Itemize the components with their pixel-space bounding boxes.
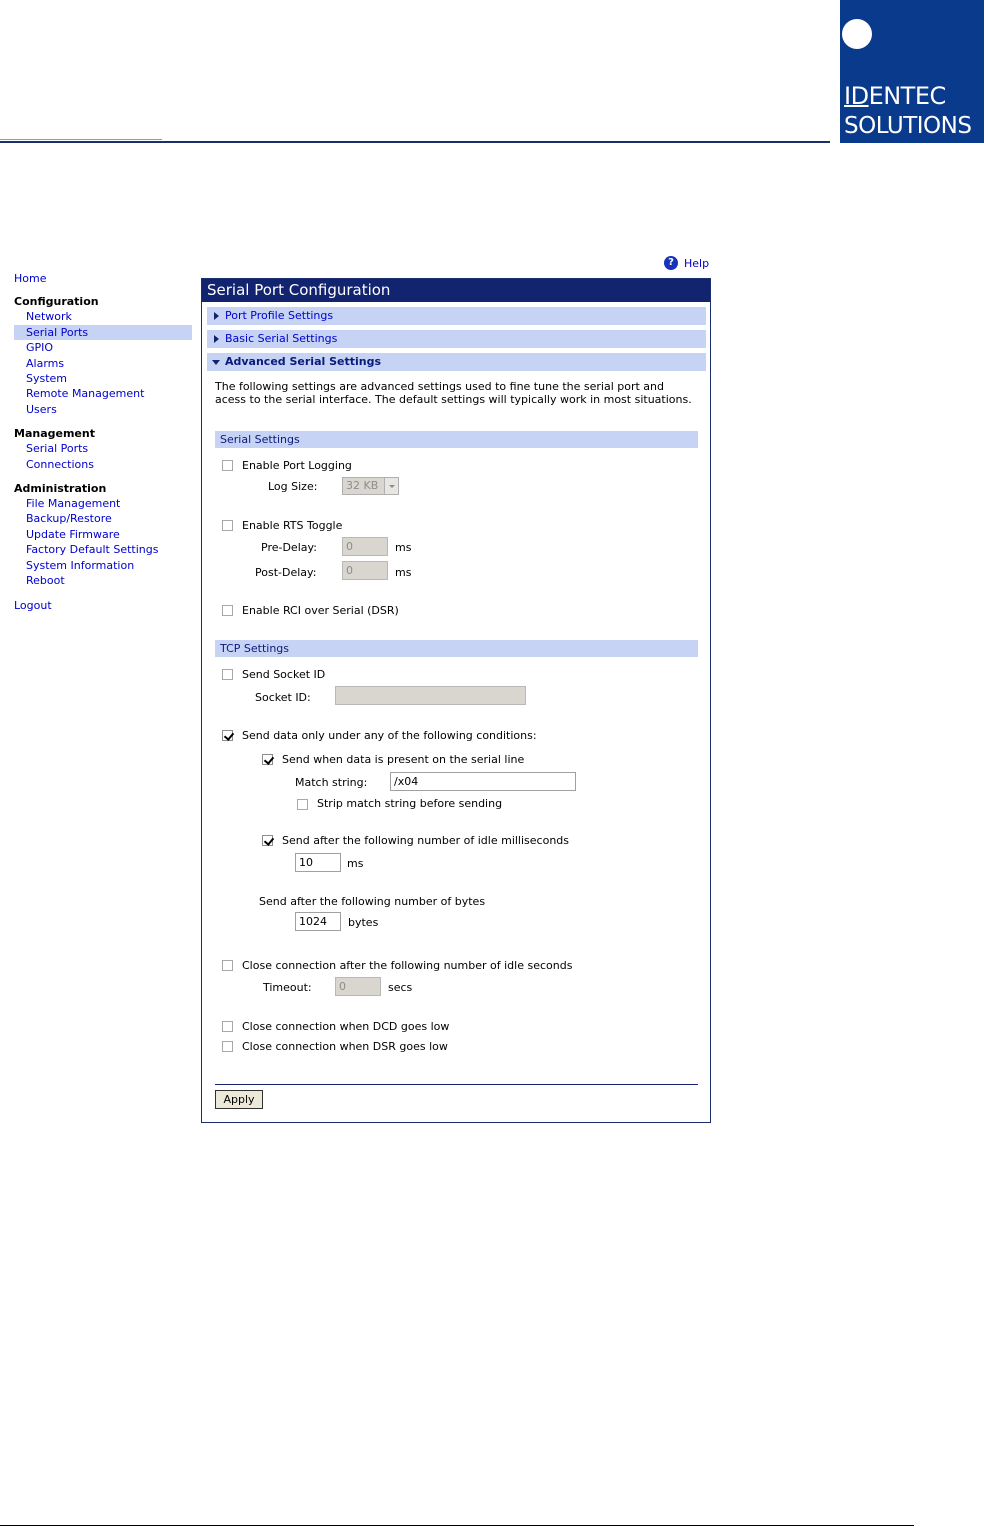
nav-item-network[interactable]: Network xyxy=(26,310,72,324)
logo-dot-icon xyxy=(842,19,872,49)
logo-line2: SOLUTIONS xyxy=(844,113,972,139)
nav-item-serial-ports[interactable]: Serial Ports xyxy=(14,325,192,340)
close-idle-label: Close connection after the following number of idle seconds xyxy=(242,959,573,972)
expand-arrow-icon xyxy=(214,335,219,343)
help-label: Help xyxy=(684,256,710,270)
timeout-unit: secs xyxy=(388,981,413,994)
send-after-idle-checkbox[interactable] xyxy=(262,835,273,846)
idle-ms-input[interactable]: 10 xyxy=(295,853,341,872)
pre-delay-unit: ms xyxy=(395,541,412,554)
close-idle-checkbox[interactable] xyxy=(222,960,233,971)
nav-item-gpio[interactable]: GPIO xyxy=(26,341,54,355)
section-label: Port Profile Settings xyxy=(225,309,334,322)
timeout-label: Timeout: xyxy=(263,981,312,994)
identec-logo xyxy=(840,0,984,143)
send-after-bytes-label: Send after the following number of bytes xyxy=(259,895,486,908)
logo-line1: IDENTEC xyxy=(844,82,946,110)
nav-item-users[interactable]: Users xyxy=(26,402,57,416)
bytes-unit: bytes xyxy=(348,916,379,929)
strip-match-checkbox[interactable] xyxy=(297,799,308,810)
section-label: Advanced Serial Settings xyxy=(225,355,382,368)
nav-item-file-management[interactable]: File Management xyxy=(26,497,121,511)
nav-item-factory-default[interactable]: Factory Default Settings xyxy=(26,543,159,557)
send-after-idle-label: Send after the following number of idle milliseconds xyxy=(282,834,570,847)
nav-item-alarms[interactable]: Alarms xyxy=(26,356,65,370)
expand-arrow-icon xyxy=(214,312,219,320)
enable-rts-toggle-checkbox[interactable] xyxy=(222,520,233,531)
close-dsr-checkbox[interactable] xyxy=(222,1041,233,1052)
enable-rts-toggle-label: Enable RTS Toggle xyxy=(242,519,343,532)
nav-item-system[interactable]: System xyxy=(26,372,68,386)
help-icon: ? xyxy=(664,256,678,270)
section-label: Basic Serial Settings xyxy=(225,332,338,345)
tcp-settings-header: TCP Settings xyxy=(215,640,698,657)
section-advanced-serial[interactable] xyxy=(207,353,706,371)
match-string-input[interactable]: /x04 xyxy=(390,772,576,791)
enable-rci-label: Enable RCI over Serial (DSR) xyxy=(242,604,399,617)
send-socket-id-checkbox[interactable] xyxy=(222,669,233,680)
close-dsr-label: Close connection when DSR goes low xyxy=(242,1040,448,1053)
section-basic-serial[interactable] xyxy=(207,330,706,348)
post-delay-unit: ms xyxy=(395,566,412,579)
close-dcd-label: Close connection when DCD goes low xyxy=(242,1020,450,1033)
chevron-down-icon xyxy=(384,478,398,494)
send-when-present-label: Send when data is present on the serial line xyxy=(282,753,525,766)
nav-item-mgmt-serial-ports[interactable]: Serial Ports xyxy=(26,442,89,456)
match-string-label: Match string: xyxy=(295,776,368,789)
timeout-input[interactable]: 0 xyxy=(335,977,381,996)
close-dcd-checkbox[interactable] xyxy=(222,1021,233,1032)
enable-port-logging-checkbox[interactable] xyxy=(222,460,233,471)
panel-title: Serial Port Configuration xyxy=(202,279,710,302)
send-data-conditions-checkbox[interactable] xyxy=(222,730,233,741)
send-when-present-checkbox[interactable] xyxy=(262,754,273,765)
log-size-select[interactable] xyxy=(342,477,399,495)
section-port-profile[interactable] xyxy=(207,307,706,325)
help-link[interactable] xyxy=(664,256,709,270)
nav-logout[interactable]: Logout xyxy=(14,598,52,612)
post-delay-label: Post-Delay: xyxy=(255,566,317,579)
nav-item-connections[interactable]: Connections xyxy=(26,457,94,471)
nav-section-configuration: Configuration xyxy=(14,295,99,309)
nav-item-remote-management[interactable]: Remote Management xyxy=(26,387,145,401)
nav-section-administration: Administration xyxy=(14,482,107,496)
apply-button[interactable]: Apply xyxy=(215,1090,263,1109)
nav-item-update-firmware[interactable]: Update Firmware xyxy=(26,527,120,541)
post-delay-input[interactable]: 0 xyxy=(342,561,388,580)
footer-divider xyxy=(0,1525,914,1526)
nav-item-system-information[interactable]: System Information xyxy=(26,558,135,572)
socket-id-input[interactable] xyxy=(335,686,526,705)
log-size-label: Log Size: xyxy=(268,480,318,493)
pre-delay-input[interactable]: 0 xyxy=(342,537,388,556)
enable-rci-checkbox[interactable] xyxy=(222,605,233,616)
enable-port-logging-label: Enable Port Logging xyxy=(242,459,352,472)
send-data-conditions-label: Send data only under any of the following conditions: xyxy=(242,729,537,742)
nav-item-reboot[interactable]: Reboot xyxy=(26,574,65,588)
header-divider xyxy=(0,141,830,143)
log-size-value: 32 KB xyxy=(346,479,379,492)
socket-id-label: Socket ID: xyxy=(255,691,311,704)
bytes-input[interactable]: 1024 xyxy=(295,912,341,931)
apply-divider xyxy=(215,1084,698,1085)
pre-delay-label: Pre-Delay: xyxy=(261,541,317,554)
send-socket-id-label: Send Socket ID xyxy=(242,668,326,681)
idle-ms-unit: ms xyxy=(347,857,364,870)
nav-section-management: Management xyxy=(14,427,95,441)
strip-match-label: Strip match string before sending xyxy=(317,797,503,810)
nav-item-backup-restore[interactable]: Backup/Restore xyxy=(26,512,112,526)
nav-home[interactable]: Home xyxy=(14,272,47,285)
intro-text: The following settings are advanced settings used to fine tune the serial port and acess to the serial interface. The default settings will typically work in most situations. xyxy=(215,380,692,406)
collapse-arrow-icon xyxy=(212,360,220,365)
serial-port-config-panel xyxy=(201,278,711,1123)
sidebar-nav xyxy=(14,271,194,613)
header-divider-thin xyxy=(0,139,162,140)
serial-settings-header: Serial Settings xyxy=(215,431,698,448)
